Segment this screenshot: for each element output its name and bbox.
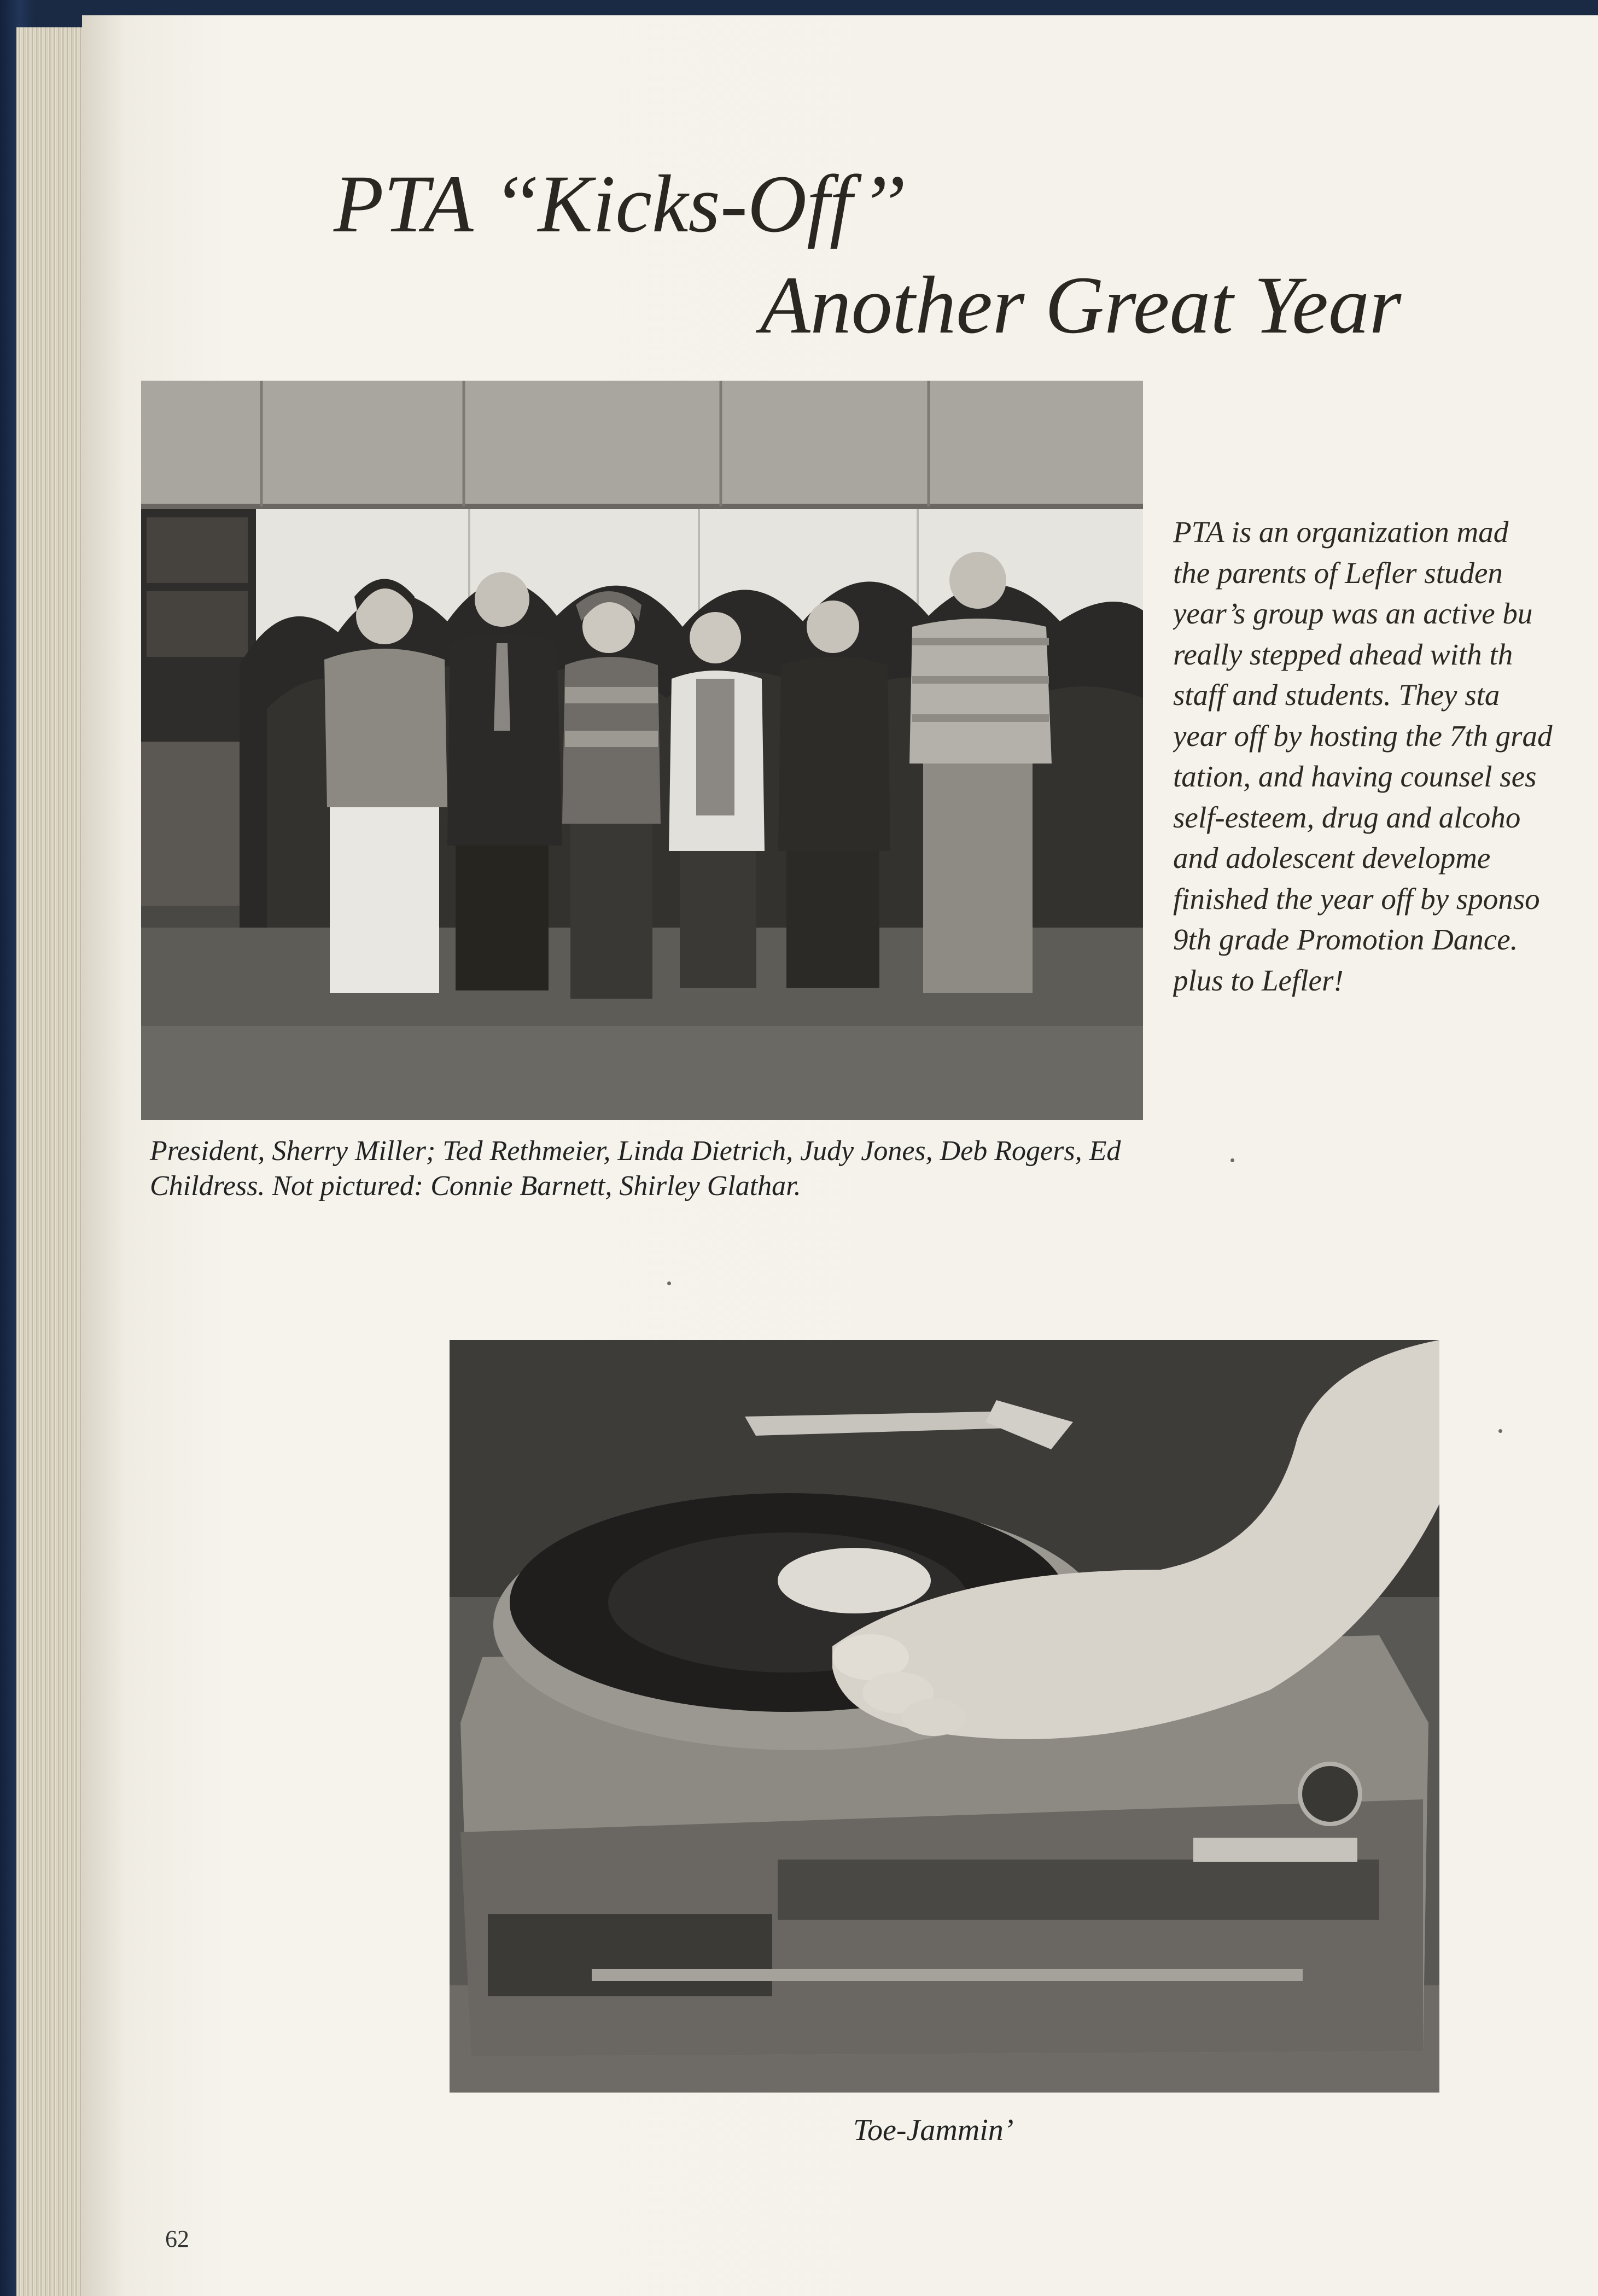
body-line: tation, and having counsel ses (1173, 760, 1537, 793)
speck (1498, 1429, 1502, 1433)
body-line: and adolescent developme (1173, 841, 1491, 875)
page-edges (16, 27, 82, 2296)
body-line: the parents of Lefler studen (1173, 556, 1503, 590)
body-line: 9th grade Promotion Dance. (1173, 923, 1518, 956)
body-line: plus to Lefler! (1173, 963, 1344, 997)
turntable-photo-caption: Toe-Jammin’ (853, 2113, 1014, 2147)
body-line: finished the year off by sponso (1173, 882, 1540, 916)
yearbook-page (82, 15, 1598, 2296)
body-paragraph (1173, 512, 1598, 1001)
page-number: 62 (165, 2225, 189, 2252)
turntable-photo (450, 1340, 1439, 2093)
body-line: self-esteem, drug and alcoho (1173, 800, 1521, 834)
page-title-line-2: Another Great Year (760, 260, 1402, 351)
speck (1230, 1158, 1234, 1162)
body-line: year off by hosting the 7th grad (1173, 719, 1553, 753)
body-line: year’s group was an active bu (1173, 597, 1533, 630)
page-title-line-1: PTA ‘‘Kicks-Off’’ (334, 159, 906, 249)
body-line: really stepped ahead with th (1173, 637, 1513, 671)
body-line: staff and students. They sta (1173, 678, 1500, 712)
speck (667, 1281, 671, 1285)
body-line: PTA is an organization mad (1173, 515, 1509, 549)
group-photo-caption: President, Sherry Miller; Ted Rethmeier, Linda Dietrich, Judy Jones, Deb Rogers, Ed Childress. Not pictured: Connie Barnett, Shirley Glathar. (150, 1135, 1121, 1202)
group-photo (141, 381, 1143, 1120)
